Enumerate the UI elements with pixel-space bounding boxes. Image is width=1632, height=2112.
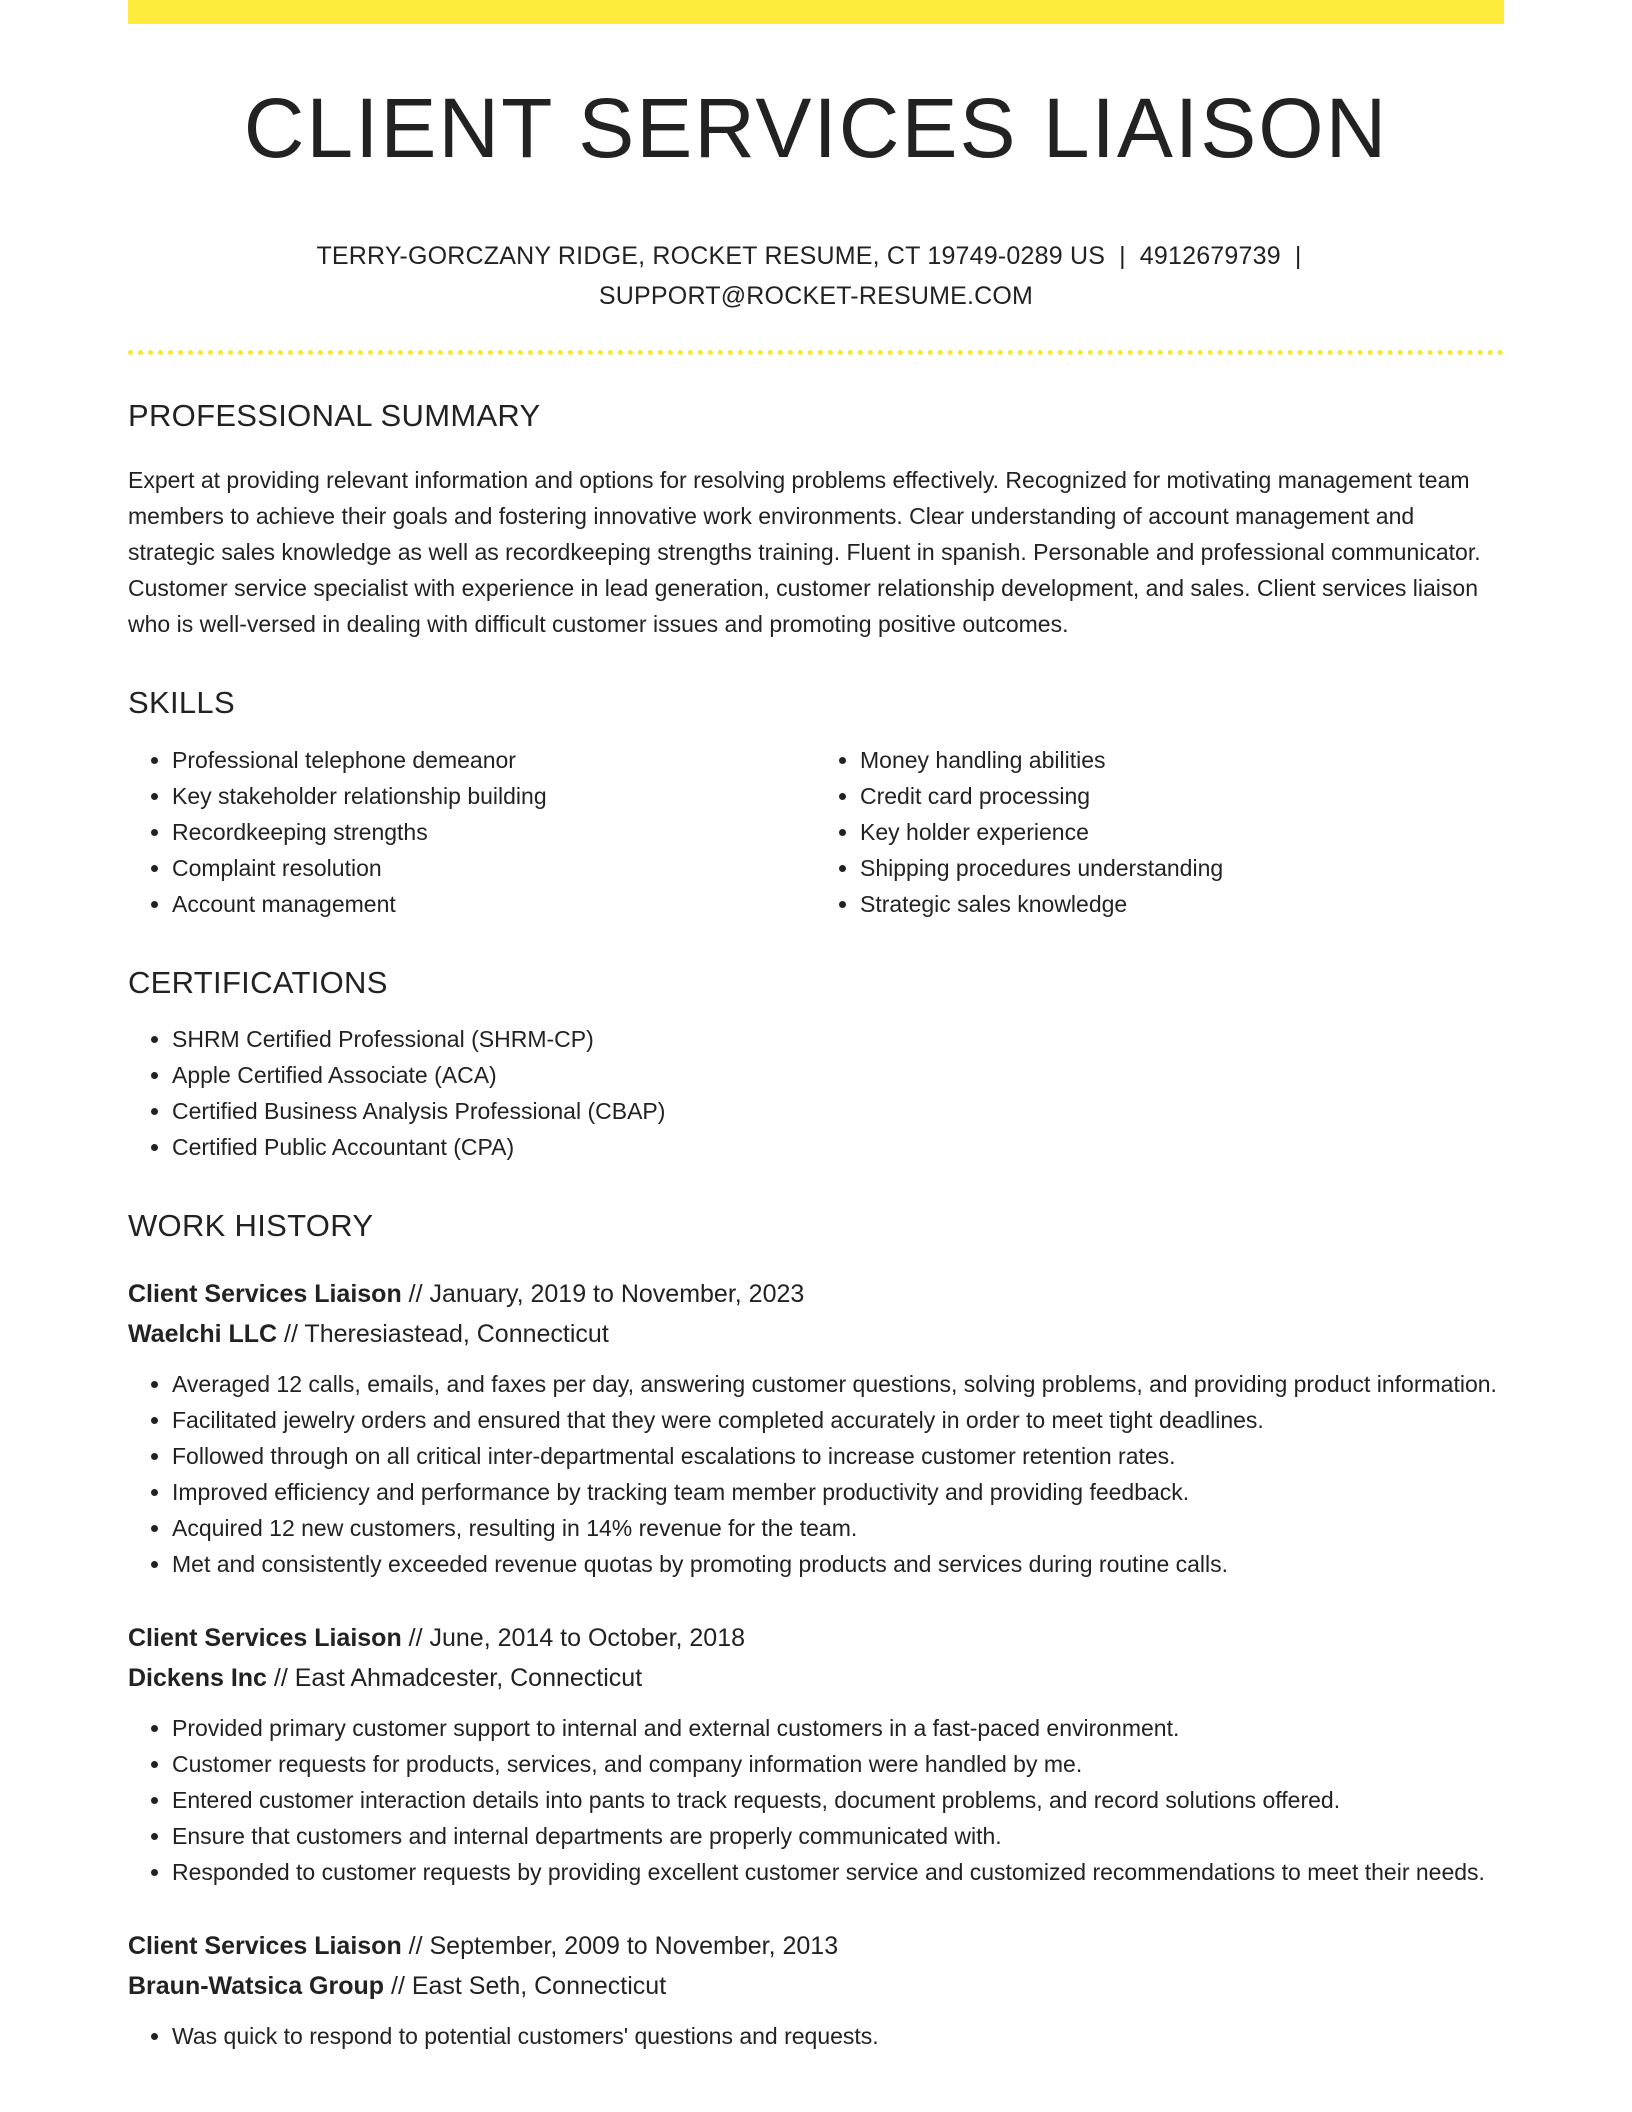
skills-right-list <box>816 742 1504 922</box>
top-accent-bar <box>128 0 1504 24</box>
contact-phone: 4912679739 <box>1139 242 1281 271</box>
contact-separator: | <box>1119 242 1126 271</box>
work-history-heading: WORK HISTORY <box>128 1207 374 1243</box>
summary-heading: PROFESSIONAL SUMMARY <box>128 398 541 434</box>
skill-item: • Key stakeholder relationship building <box>172 778 816 814</box>
skill-item: • Complaint resolution <box>172 850 816 886</box>
skill-item: • Recordkeeping strengths <box>172 814 816 850</box>
contact-info <box>128 236 1504 316</box>
contact-separator: | <box>1294 242 1302 271</box>
job-dates: // June, 2014 to October, 2018 <box>401 1623 746 1652</box>
certification-item: • Apple Certified Associate (ACA) <box>172 1057 1504 1093</box>
resume-content <box>128 24 1504 2054</box>
job-entry <box>128 1618 1504 1890</box>
header-divider <box>128 350 1504 355</box>
job-bullets <box>128 1366 1504 1582</box>
job-bullet: • Provided primary customer support to internal and external customers in a fast-paced environment. <box>172 1710 1504 1746</box>
skills-columns <box>128 742 1504 922</box>
resume-title: CLIENT SERVICES LIAISON <box>243 81 1389 175</box>
job-location: // East Ahmadcester, Connecticut <box>266 1663 643 1692</box>
job-title: Client Services Liaison <box>128 1279 402 1308</box>
skill-item: • Strategic sales knowledge <box>860 886 1504 922</box>
job-location: // Theresiastead, Connecticut <box>277 1319 609 1348</box>
job-title-line <box>128 1618 1504 1658</box>
skills-heading: SKILLS <box>128 685 235 721</box>
job-title-line <box>128 1926 1504 1966</box>
contact-email: SUPPORT@ROCKET-RESUME.COM <box>598 282 1034 311</box>
job-bullet: • Facilitated jewelry orders and ensured that they were completed accurately in order to meet tight deadlines. <box>172 1402 1504 1438</box>
job-location: // East Seth, Connecticut <box>384 1971 667 2000</box>
skill-item: • Professional telephone demeanor <box>172 742 816 778</box>
job-bullet: • Improved efficiency and performance by tracking team member productivity and providing feedback. <box>172 1474 1504 1510</box>
job-bullet: • Followed through on all critical inter-departmental escalations to increase customer retention rates. <box>172 1438 1504 1474</box>
skill-item: • Key holder experience <box>860 814 1504 850</box>
skill-item: • Credit card processing <box>860 778 1504 814</box>
job-company-line <box>128 1658 1504 1698</box>
job-company-line <box>128 1966 1504 2006</box>
certifications-heading: CERTIFICATIONS <box>128 964 388 1000</box>
job-bullet: • Responded to customer requests by providing excellent customer service and customized recommendations to meet their needs. <box>172 1854 1504 1890</box>
job-bullet: • Customer requests for products, services, and company information were handled by me. <box>172 1746 1504 1782</box>
job-bullet: • Ensure that customers and internal departments are properly communicated with. <box>172 1818 1504 1854</box>
job-entry <box>128 1926 1504 2054</box>
job-company-line <box>128 1314 1504 1354</box>
job-bullets <box>128 1710 1504 1890</box>
certifications-list <box>128 1021 1504 1165</box>
job-title: Client Services Liaison <box>128 1623 402 1652</box>
job-company: Braun-Watsica Group <box>128 1971 385 2000</box>
job-bullets <box>128 2018 1504 2054</box>
job-bullet: • Averaged 12 calls, emails, and faxes per day, answering customer questions, solving problems, and providing product information. <box>172 1366 1504 1402</box>
job-title: Client Services Liaison <box>128 1931 402 1960</box>
skill-item: • Account management <box>172 886 816 922</box>
summary-text: Expert at providing relevant information and options for resolving problems effectively. Recognized for motivating management team members to achieve their goals and fostering innovative work environments. Clear understanding of account management and strategic sales knowledge as well as recordkeeping strengths training. Fluent in spanish. Personable and professional communicator. Customer service specialist with experience in lead generation, customer relationship development, and sales. Client services liaison who is well-versed in dealing with difficult customer issues and promoting positive outcomes. <box>128 467 1481 638</box>
job-entry <box>128 1274 1504 1582</box>
skill-item: • Shipping procedures understanding <box>860 850 1504 886</box>
certification-item: • Certified Business Analysis Professional (CBAP) <box>172 1093 1504 1129</box>
contact-address: TERRY-GORCZANY RIDGE, ROCKET RESUME, CT 19749-0289 US <box>316 242 1106 271</box>
skills-left-list <box>128 742 816 922</box>
job-dates: // January, 2019 to November, 2023 <box>401 1279 805 1308</box>
job-bullet: • Met and consistently exceeded revenue quotas by promoting products and services during routine calls. <box>172 1546 1504 1582</box>
job-company: Waelchi LLC <box>128 1319 278 1348</box>
job-bullet: • Acquired 12 new customers, resulting in 14% revenue for the team. <box>172 1510 1504 1546</box>
job-title-line <box>128 1274 1504 1314</box>
job-bullet: • Was quick to respond to potential customers' questions and requests. <box>172 2018 1504 2054</box>
certification-item: • Certified Public Accountant (CPA) <box>172 1129 1504 1165</box>
job-company: Dickens Inc <box>128 1663 267 1692</box>
job-dates: // September, 2009 to November, 2013 <box>401 1931 839 1960</box>
skill-item: • Money handling abilities <box>860 742 1504 778</box>
job-bullet: • Entered customer interaction details into pants to track requests, document problems, and record solutions offered. <box>172 1782 1504 1818</box>
certification-item: • SHRM Certified Professional (SHRM-CP) <box>172 1021 1504 1057</box>
